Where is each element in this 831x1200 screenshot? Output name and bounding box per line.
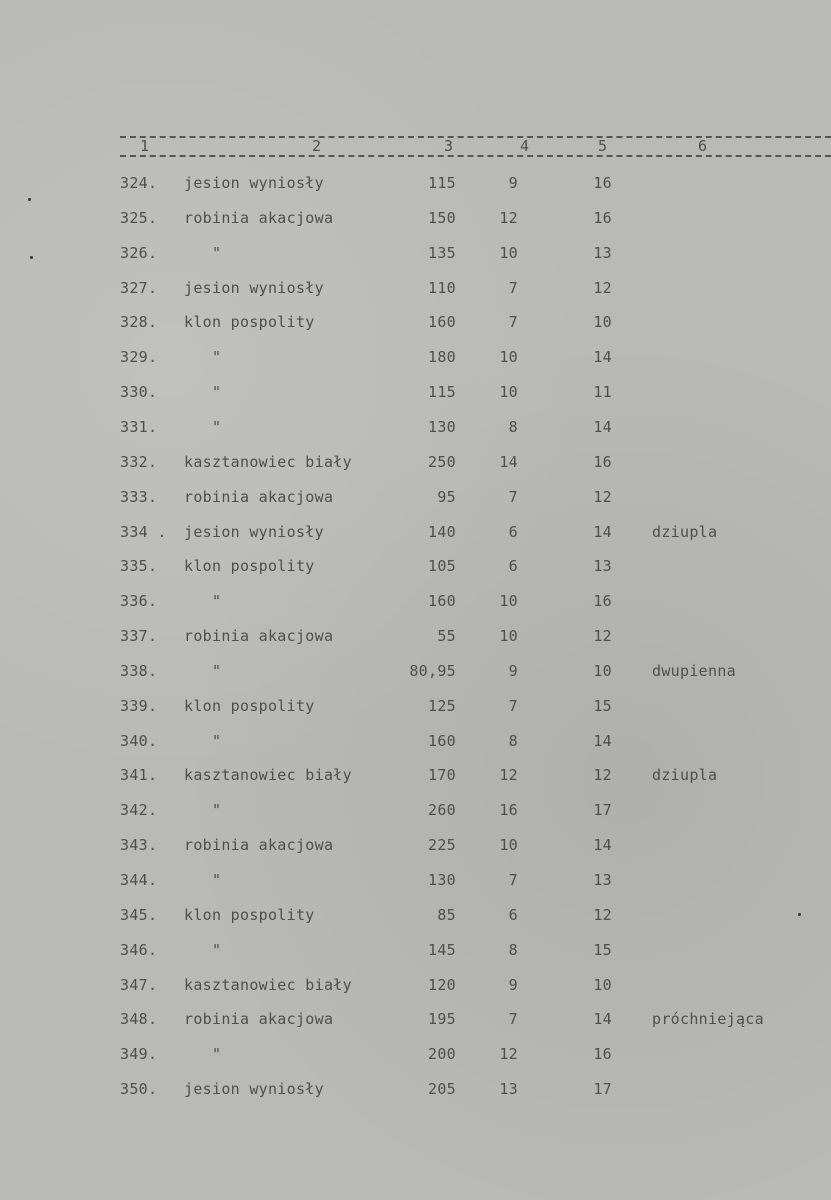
value-col-3: 200 (428, 1045, 456, 1063)
header-col-1: 1 (140, 137, 150, 155)
value-col-3: 145 (428, 941, 456, 959)
row-number: 331. (120, 418, 158, 436)
value-col-3: 160 (428, 313, 456, 331)
value-col-3: 205 (428, 1080, 456, 1098)
value-col-5: 12 (593, 488, 612, 506)
row-number: 327. (120, 279, 158, 297)
row-number: 349. (120, 1045, 158, 1063)
value-col-3: 130 (428, 871, 456, 889)
value-col-4: 12 (499, 1045, 518, 1063)
value-col-4: 10 (499, 836, 518, 854)
species-name: kasztanowiec biały (184, 766, 352, 784)
row-number: 336. (120, 592, 158, 610)
value-col-5: 16 (593, 209, 612, 227)
species-name: klon pospolity (184, 557, 315, 575)
row-number: 342. (120, 801, 158, 819)
value-col-5: 15 (593, 697, 612, 715)
value-col-4: 16 (499, 801, 518, 819)
species-name: " (184, 732, 222, 750)
value-col-3: 85 (437, 906, 456, 924)
row-number: 346. (120, 941, 158, 959)
value-col-5: 14 (593, 1010, 612, 1028)
remark: dziupla (652, 766, 718, 784)
value-col-5: 14 (593, 418, 612, 436)
value-col-3: 115 (428, 383, 456, 401)
remark: próchniejąca (652, 1010, 764, 1028)
value-col-5: 16 (593, 453, 612, 471)
value-col-5: 12 (593, 627, 612, 645)
value-col-5: 14 (593, 523, 612, 541)
value-col-3: 120 (428, 976, 456, 994)
species-name: robinia akacjowa (184, 209, 334, 227)
value-col-3: 140 (428, 523, 456, 541)
species-name: " (184, 801, 222, 819)
row-number: 348. (120, 1010, 158, 1028)
species-name: " (184, 348, 222, 366)
value-col-5: 10 (593, 662, 612, 680)
value-col-5: 12 (593, 766, 612, 784)
species-name: jesion wyniosły (184, 523, 324, 541)
value-col-5: 16 (593, 592, 612, 610)
value-col-3: 150 (428, 209, 456, 227)
value-col-4: 13 (499, 1080, 518, 1098)
value-col-5: 11 (593, 383, 612, 401)
remark: dziupla (652, 523, 718, 541)
header-rule-top (120, 136, 831, 138)
value-col-3: 130 (428, 418, 456, 436)
value-col-4: 14 (499, 453, 518, 471)
value-col-4: 9 (508, 662, 518, 680)
row-number: 343. (120, 836, 158, 854)
value-col-4: 12 (499, 209, 518, 227)
value-col-5: 13 (593, 244, 612, 262)
row-number: 326. (120, 244, 158, 262)
row-number: 334 . (120, 523, 167, 541)
row-number: 337. (120, 627, 158, 645)
paper-speck (28, 198, 31, 201)
value-col-4: 7 (508, 313, 518, 331)
value-col-3: 135 (428, 244, 456, 262)
value-col-5: 14 (593, 348, 612, 366)
species-name: " (184, 871, 222, 889)
value-col-5: 15 (593, 941, 612, 959)
species-name: " (184, 383, 222, 401)
species-name: robinia akacjowa (184, 488, 334, 506)
value-col-4: 10 (499, 592, 518, 610)
value-col-4: 10 (499, 244, 518, 262)
value-col-5: 13 (593, 871, 612, 889)
value-col-3: 160 (428, 592, 456, 610)
value-col-4: 12 (499, 766, 518, 784)
value-col-4: 10 (499, 627, 518, 645)
value-col-3: 160 (428, 732, 456, 750)
header-col-2: 2 (312, 137, 322, 155)
header-col-3: 3 (444, 137, 454, 155)
species-name: kasztanowiec biały (184, 976, 352, 994)
row-number: 350. (120, 1080, 158, 1098)
row-number: 338. (120, 662, 158, 680)
row-number: 328. (120, 313, 158, 331)
row-number: 324. (120, 174, 158, 192)
value-col-3: 225 (428, 836, 456, 854)
value-col-4: 7 (508, 697, 518, 715)
row-number: 341. (120, 766, 158, 784)
value-col-3: 180 (428, 348, 456, 366)
row-number: 347. (120, 976, 158, 994)
value-col-3: 110 (428, 279, 456, 297)
header-col-6: 6 (698, 137, 708, 155)
value-col-5: 16 (593, 174, 612, 192)
row-number: 325. (120, 209, 158, 227)
species-name: " (184, 1045, 222, 1063)
value-col-5: 13 (593, 557, 612, 575)
species-name: " (184, 662, 222, 680)
value-col-4: 9 (508, 174, 518, 192)
species-name: kasztanowiec biały (184, 453, 352, 471)
value-col-5: 10 (593, 313, 612, 331)
value-col-5: 17 (593, 1080, 612, 1098)
species-name: jesion wyniosły (184, 174, 324, 192)
species-name: klon pospolity (184, 906, 315, 924)
value-col-4: 8 (508, 732, 518, 750)
species-name: robinia akacjowa (184, 836, 334, 854)
value-col-5: 12 (593, 279, 612, 297)
value-col-3: 105 (428, 557, 456, 575)
value-col-4: 9 (508, 976, 518, 994)
value-col-3: 195 (428, 1010, 456, 1028)
value-col-4: 7 (508, 488, 518, 506)
species-name: " (184, 418, 222, 436)
species-name: robinia akacjowa (184, 1010, 334, 1028)
row-number: 332. (120, 453, 158, 471)
species-name: " (184, 592, 222, 610)
species-name: klon pospolity (184, 697, 315, 715)
value-col-4: 8 (508, 941, 518, 959)
row-number: 335. (120, 557, 158, 575)
row-number: 333. (120, 488, 158, 506)
value-col-3: 95 (437, 488, 456, 506)
row-number: 340. (120, 732, 158, 750)
remark: dwupienna (652, 662, 736, 680)
value-col-3: 55 (437, 627, 456, 645)
row-number: 345. (120, 906, 158, 924)
paper-speck (30, 256, 33, 259)
value-col-4: 7 (508, 279, 518, 297)
header-rule-bottom (120, 155, 831, 157)
value-col-3: 250 (428, 453, 456, 471)
header-col-4: 4 (520, 137, 530, 155)
value-col-5: 17 (593, 801, 612, 819)
value-col-4: 10 (499, 383, 518, 401)
species-name: jesion wyniosły (184, 1080, 324, 1098)
value-col-3: 260 (428, 801, 456, 819)
row-number: 330. (120, 383, 158, 401)
value-col-3: 125 (428, 697, 456, 715)
value-col-3: 115 (428, 174, 456, 192)
value-col-4: 6 (508, 557, 518, 575)
value-col-4: 6 (508, 523, 518, 541)
row-number: 339. (120, 697, 158, 715)
value-col-3: 80,95 (409, 662, 456, 680)
value-col-5: 10 (593, 976, 612, 994)
species-name: klon pospolity (184, 313, 315, 331)
row-number: 329. (120, 348, 158, 366)
species-name: robinia akacjowa (184, 627, 334, 645)
value-col-5: 12 (593, 906, 612, 924)
value-col-4: 8 (508, 418, 518, 436)
value-col-3: 170 (428, 766, 456, 784)
species-name: " (184, 244, 222, 262)
species-name: jesion wyniosły (184, 279, 324, 297)
species-name: " (184, 941, 222, 959)
value-col-4: 7 (508, 871, 518, 889)
row-number: 344. (120, 871, 158, 889)
value-col-5: 16 (593, 1045, 612, 1063)
value-col-4: 7 (508, 1010, 518, 1028)
value-col-4: 10 (499, 348, 518, 366)
header-col-5: 5 (598, 137, 608, 155)
value-col-4: 6 (508, 906, 518, 924)
paper-speck (798, 913, 801, 916)
value-col-5: 14 (593, 732, 612, 750)
value-col-5: 14 (593, 836, 612, 854)
